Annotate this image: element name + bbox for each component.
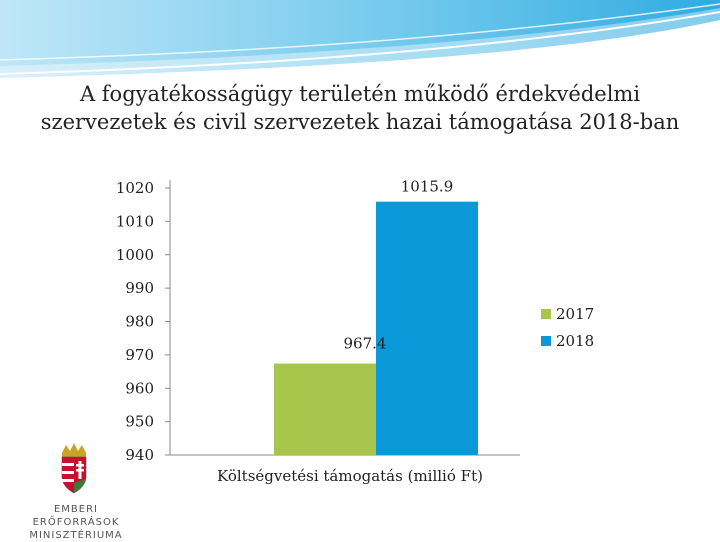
data-label-2018: 1015.9 <box>400 177 454 196</box>
bars <box>274 202 478 455</box>
y-tick-label: 1010 <box>115 212 154 231</box>
y-tick-label: 1020 <box>115 179 154 197</box>
legend-swatch-2018 <box>541 336 551 346</box>
ministry-logo-text <box>12 503 140 542</box>
bar-2017 <box>274 364 376 455</box>
data-label-2017: 967.4 <box>343 334 387 353</box>
title-line-2: szervezetek és civil szervezetek hazai támogatása 2018-ban <box>40 110 680 134</box>
y-tick-label: 970 <box>125 345 154 364</box>
legend <box>541 305 594 350</box>
legend-label-2017: 2017 <box>556 305 595 323</box>
y-tick-label: 1000 <box>115 245 154 264</box>
y-tick-label: 990 <box>125 279 154 298</box>
bar-2018 <box>376 202 478 455</box>
legend-swatch-2017 <box>541 309 551 319</box>
y-tick-label: 960 <box>125 379 154 398</box>
y-tick-label: 950 <box>125 412 154 431</box>
x-axis-label: Költségvetési támogatás (millió Ft) <box>217 467 483 485</box>
y-tick-label: 980 <box>125 312 154 331</box>
legend-label-2018: 2018 <box>556 332 595 350</box>
y-tick-label: 940 <box>125 446 154 464</box>
ministry-name-line-2: MINISZTÉRIUMA <box>29 530 123 541</box>
title-line-1: A fogyatékosságügy területén működő érdekvédelmi <box>79 82 641 106</box>
ministry-name-line-1: EMBERI ERŐFORRÁSOK <box>32 504 120 528</box>
